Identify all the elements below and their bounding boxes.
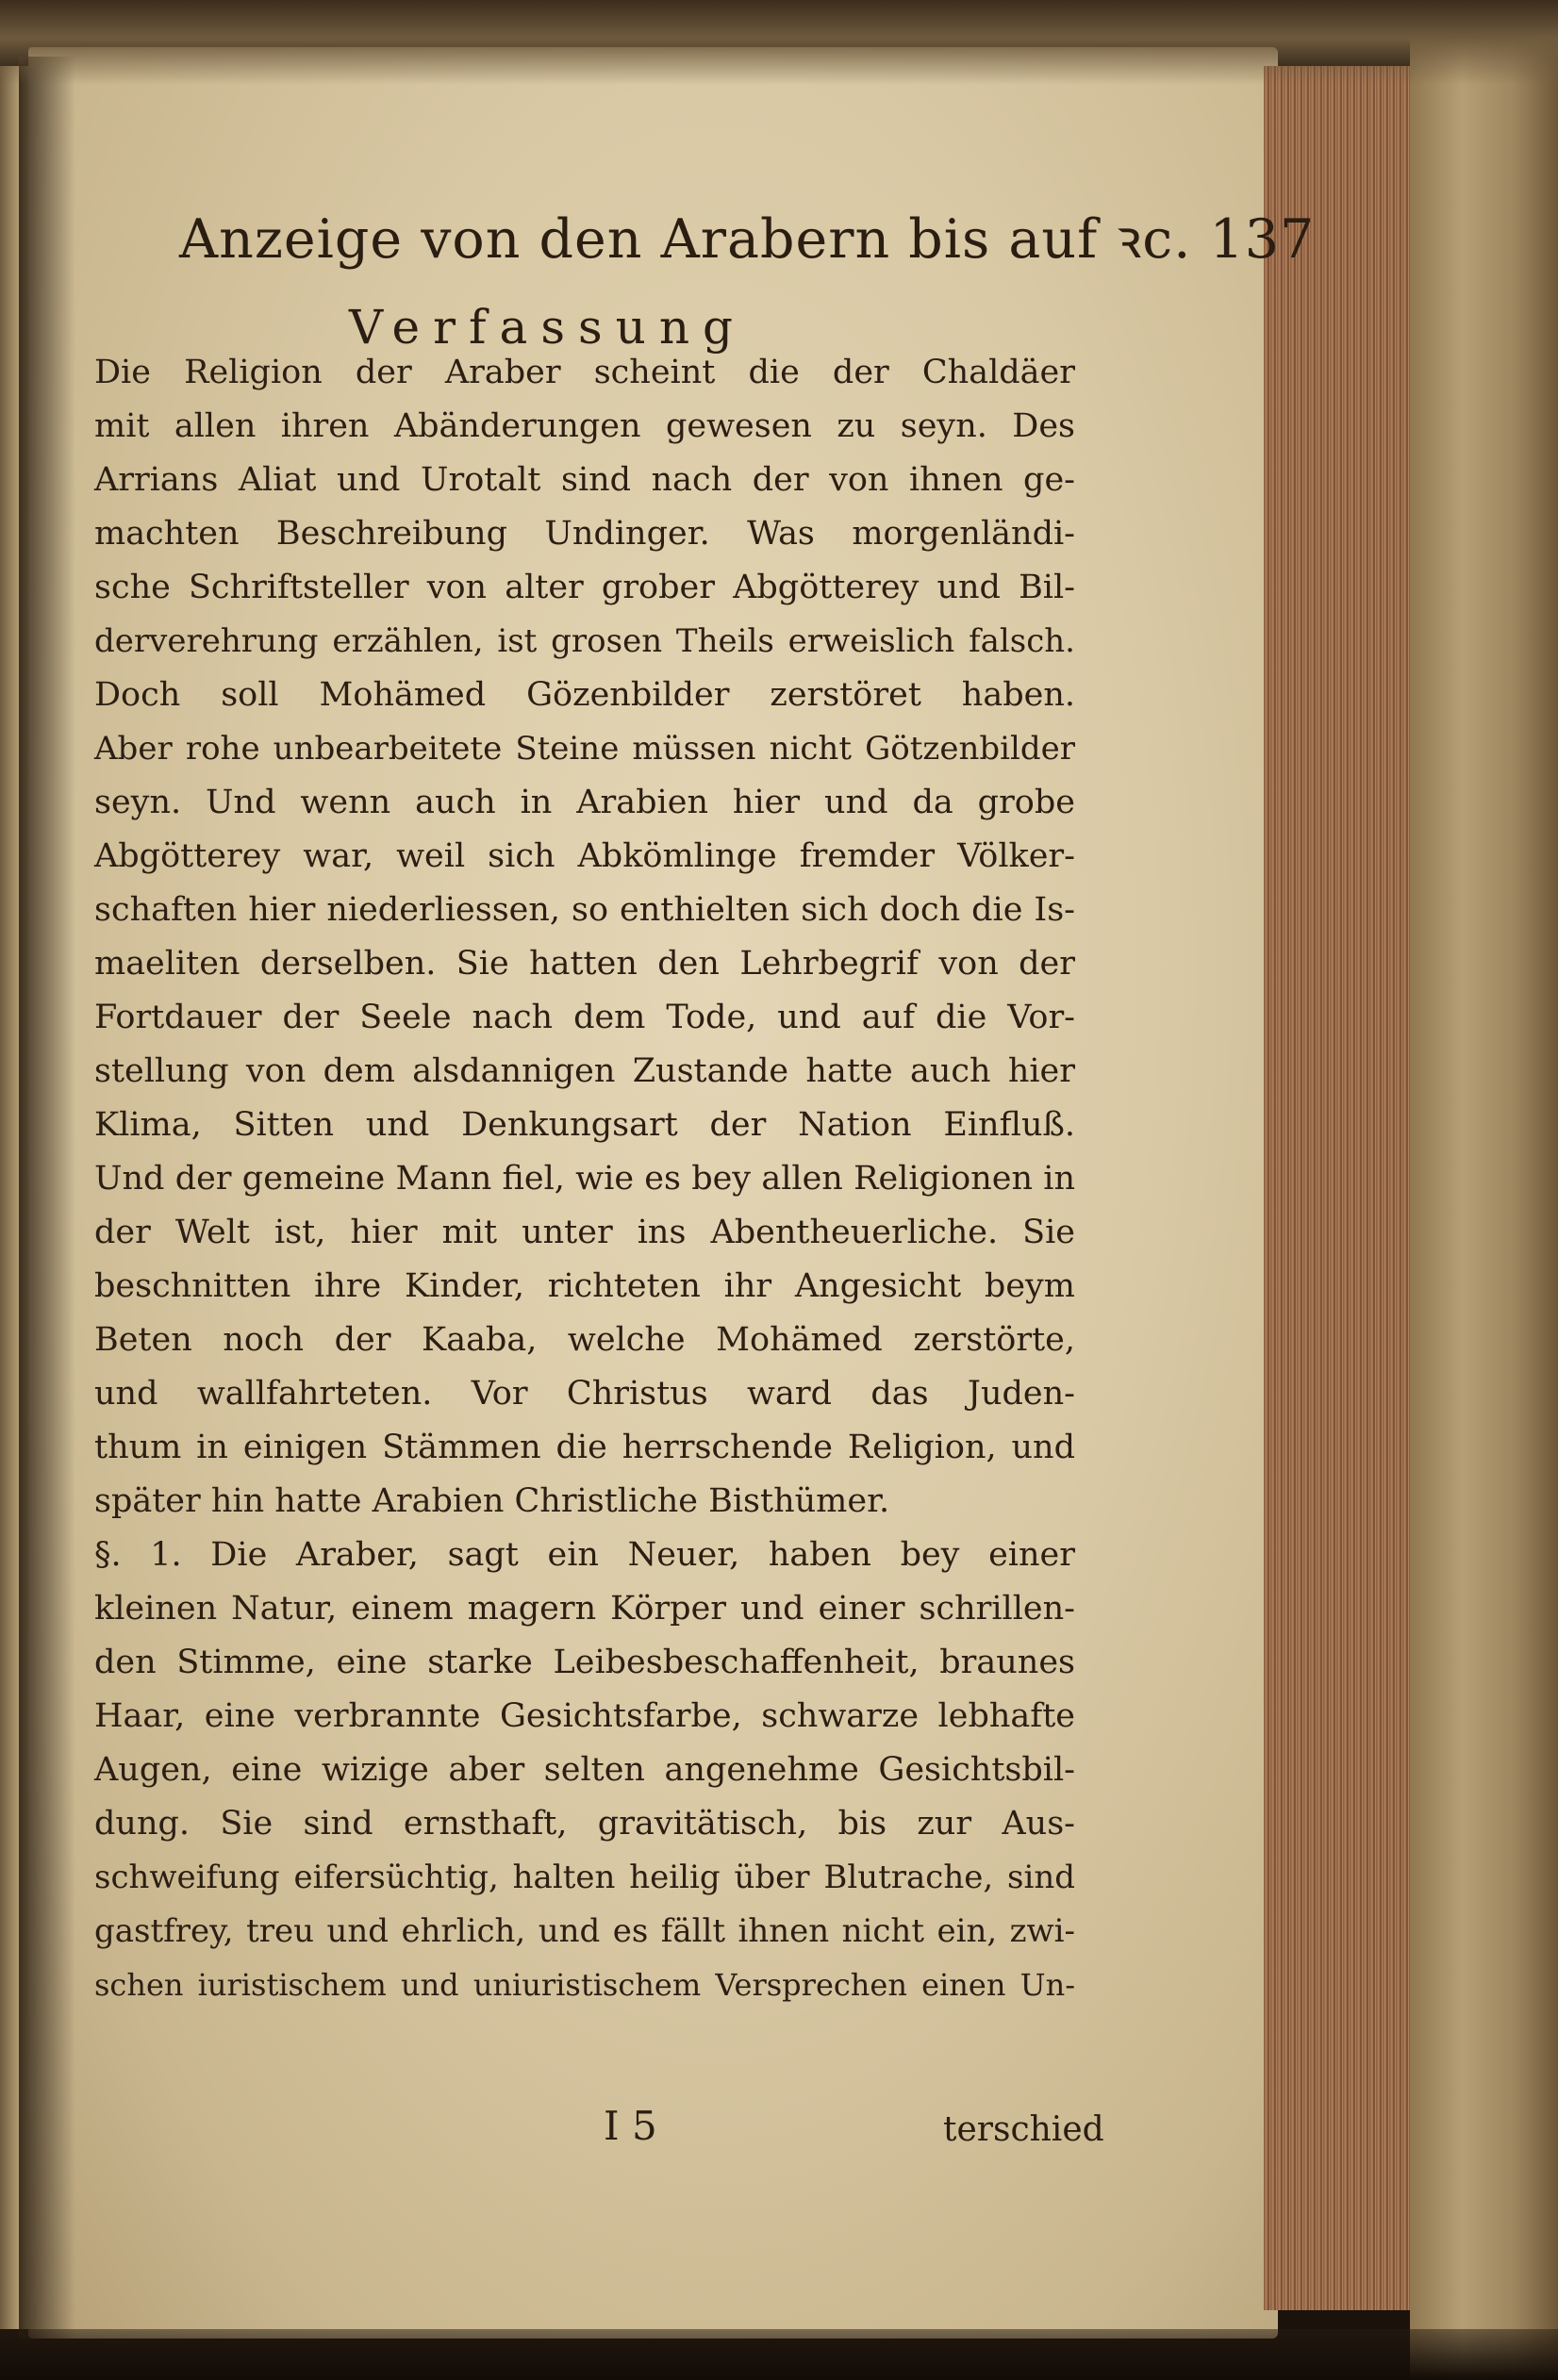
body-line: schen iuristischem und uniuristischem Versprechen einen Un- — [94, 1967, 1075, 2003]
body-line: schaften hier niederliessen, so enthielten sich doch die Is- — [94, 891, 1075, 929]
body-line: sche Schriftsteller von alter grober Abgötterey und Bil- — [94, 569, 1075, 606]
body-line: beschnitten ihre Kinder, richteten ihr Angesicht beym — [94, 1267, 1075, 1305]
body-line: machten Beschreibung Undinger. Was morgenländi- — [94, 515, 1075, 553]
body-line: §. 1. Die Araber, sagt ein Neuer, haben bey einer — [94, 1536, 1075, 1574]
damaged-top-edge — [0, 0, 1558, 85]
body-line: kleinen Natur, einem magern Körper und einer schrillen- — [94, 1590, 1075, 1628]
body-line: Haar, eine verbrannte Gesichtsfarbe, schwarze lebhafte — [94, 1697, 1075, 1735]
body-line: Und der gemeine Mann fiel, wie es bey allen Religionen in — [94, 1160, 1075, 1198]
body-line: schweifung eifersüchtig, halten heilig über Blutrache, sind — [94, 1859, 1075, 1896]
body-line: maeliten derselben. Sie hatten den Lehrbegrif von der — [94, 945, 1075, 983]
body-line: mit allen ihren Abänderungen gewesen zu seyn. Des — [94, 407, 1075, 445]
body-line: seyn. Und wenn auch in Arabien hier und da grobe — [94, 784, 1075, 821]
body-line: Abgötterey war, weil sich Abkömlinge fremder Völker- — [94, 837, 1075, 875]
body-line: später hin hatte Arabien Christliche Bisthümer. — [94, 1482, 890, 1520]
body-line: stellung von dem alsdannigen Zustande hatte auch hier — [94, 1052, 1075, 1090]
catchword: terschied — [943, 2110, 1104, 2149]
body-line: Augen, eine wizige aber selten angenehme Gesichtsbil- — [94, 1751, 1075, 1789]
gutter-shadow — [19, 57, 75, 2339]
body-line: Die Religion der Araber scheint die der Chaldäer — [94, 354, 1075, 391]
body-line: gastfrey, treu und ehrlich, und es fällt ihnen nicht ein, zwi- — [94, 1912, 1075, 1950]
body-line: Fortdauer der Seele nach dem Tode, und auf die Vor- — [94, 999, 1075, 1036]
body-line: Arrians Aliat und Urotalt sind nach der von ihnen ge- — [94, 461, 1075, 499]
bottom-edge — [0, 2329, 1558, 2380]
body-line: der Welt ist, hier mit unter ins Abentheuerliche. Sie — [94, 1214, 1075, 1251]
body-line: Beten noch der Kaaba, welche Mohämed zerstörte, — [94, 1321, 1075, 1359]
section-heading: Verfassung — [349, 300, 747, 355]
running-head: Anzeige von den Arabern bis auf ꝛc. 137 — [179, 208, 1316, 271]
body-line: Doch soll Mohämed Gözenbilder zerstöret haben. — [94, 676, 1075, 714]
page-stack-edge — [1264, 66, 1415, 2310]
body-line: Aber rohe unbearbeitete Steine müssen nicht Götzenbilder — [94, 730, 1075, 768]
book-cover-edge — [1410, 38, 1558, 2380]
body-line: und wallfahrteten. Vor Christus ward das Juden- — [94, 1375, 1075, 1413]
body-line: derverehrung erzählen, ist grosen Theils erweislich falsch. — [94, 622, 1075, 660]
body-line: dung. Sie sind ernsthaft, gravitätisch, bis zur Aus- — [94, 1805, 1075, 1843]
body-line: den Stimme, eine starke Leibesbeschaffenheit, braunes — [94, 1644, 1075, 1681]
body-line: thum in einigen Stämmen die herrschende Religion, und — [94, 1429, 1075, 1466]
signature-mark: I 5 — [604, 2103, 657, 2149]
body-line: Klima, Sitten und Denkungsart der Nation Einfluß. — [94, 1106, 1075, 1144]
